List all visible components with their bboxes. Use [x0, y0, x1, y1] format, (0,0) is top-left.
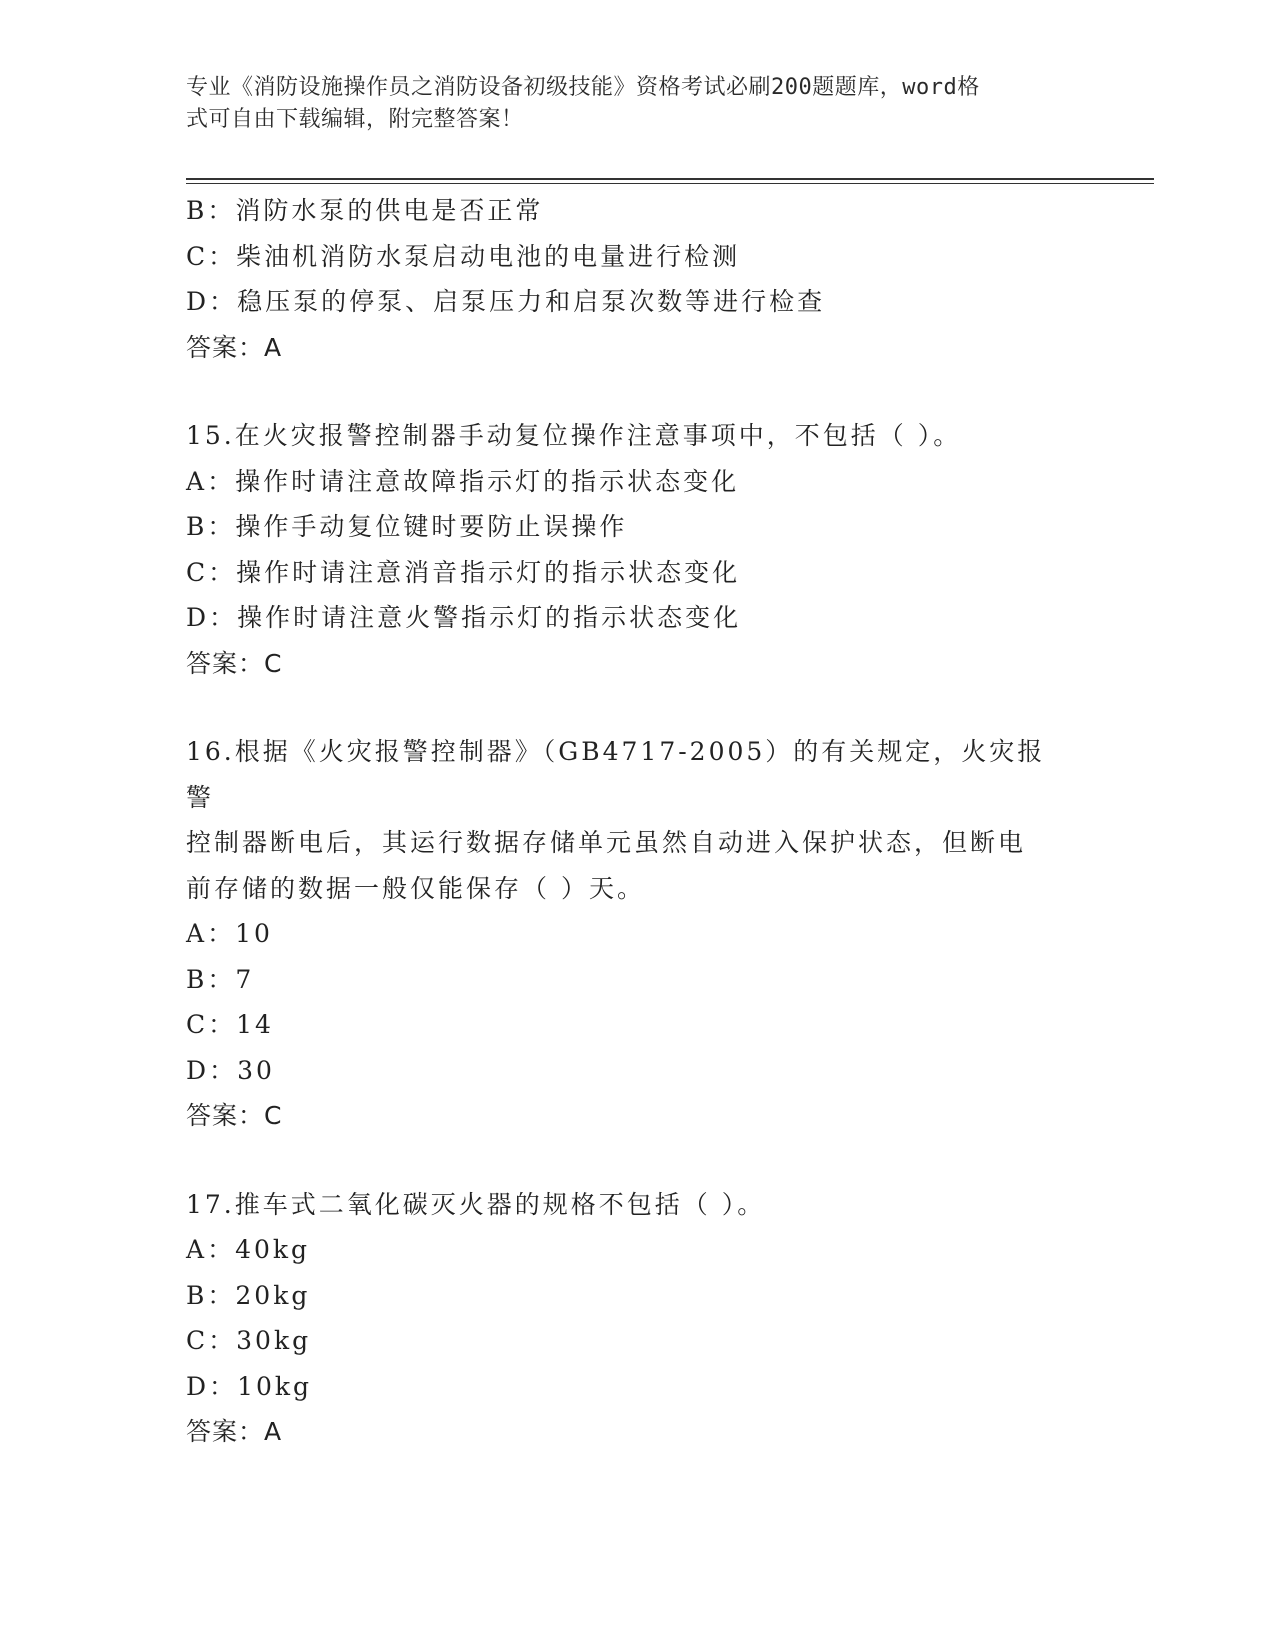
option-key: C: [186, 1010, 209, 1039]
option-text: 14: [236, 1010, 274, 1039]
option-key: C: [186, 1326, 209, 1355]
option-key: D: [186, 1371, 210, 1401]
option-text: 操作时请注意火警指示灯的指示状态变化: [237, 603, 742, 632]
option-key: B: [186, 964, 208, 994]
option-c: C：30kg: [186, 1326, 312, 1355]
question-15: [186, 413, 1086, 686]
header-line-1: 专业《消防设施操作员之消防设备初级技能》资格考试必刷200题题库，word格: [186, 75, 980, 100]
question-stem: [186, 1182, 1066, 1228]
question-16: [186, 729, 1086, 1139]
stem-line: 15.在火灾报警控制器手动复位操作注意事项中，不包括（ ）。: [186, 421, 962, 450]
option-text: 消防水泵的供电是否正常: [235, 196, 544, 225]
option-text: 操作手动复位键时要防止误操作: [235, 512, 628, 541]
option-d: D：操作时请注意火警指示灯的指示状态变化: [186, 603, 742, 632]
option-d: D：稳压泵的停泵、启泵压力和启泵次数等进行检查: [186, 287, 826, 316]
option-text: 40kg: [235, 1235, 311, 1264]
answer: 答案：C: [186, 648, 283, 678]
option-a: A：操作时请注意故障指示灯的指示状态变化: [186, 466, 740, 496]
option-text: 操作时请注意故障指示灯的指示状态变化: [235, 466, 740, 496]
header-line-2: 式可自由下载编辑，附完整答案！: [186, 107, 524, 132]
option-key: B: [186, 1280, 208, 1310]
option-key: C: [186, 557, 209, 587]
option-text: 10: [235, 919, 273, 948]
option-key: B: [186, 196, 208, 225]
option-text: 30: [237, 1055, 275, 1085]
question-continued: [186, 188, 1086, 370]
option-key: D: [186, 1055, 210, 1085]
option-text: 30kg: [236, 1326, 312, 1355]
option-c: C：操作时请注意消音指示灯的指示状态变化: [186, 557, 741, 587]
spacer: [186, 686, 1086, 729]
answer: 答案：A: [186, 1417, 283, 1446]
question-stem: [186, 413, 1066, 459]
option-text: 20kg: [235, 1280, 311, 1310]
stem-line: 控制器断电后，其运行数据存储单元虽然自动进入保护状态，但断电: [186, 828, 1027, 857]
answer: 答案：A: [186, 332, 283, 362]
option-key: B: [186, 512, 208, 541]
header-divider-thin: [186, 183, 1154, 184]
option-a: A：10: [186, 919, 273, 948]
document-header: [186, 72, 1066, 136]
option-text: 操作时请注意消音指示灯的指示状态变化: [236, 557, 741, 587]
option-text: 柴油机消防水泵启动电池的电量进行检测: [236, 241, 741, 271]
option-key: C: [186, 241, 209, 271]
option-text: 稳压泵的停泵、启泵压力和启泵次数等进行检查: [237, 287, 826, 316]
option-key: A: [186, 919, 208, 948]
option-key: A: [186, 1235, 208, 1264]
option-c: C：柴油机消防水泵启动电池的电量进行检测: [186, 241, 741, 271]
option-key: D: [186, 287, 210, 316]
option-b: B：消防水泵的供电是否正常: [186, 196, 544, 225]
question-list: [186, 188, 1086, 1455]
option-d: D：30: [186, 1055, 275, 1085]
option-b: B：7: [186, 964, 255, 994]
option-b: B：20kg: [186, 1280, 311, 1310]
stem-line: 17.推车式二氧化碳灭火器的规格不包括（ ）。: [186, 1189, 766, 1219]
stem-line: 前存储的数据一般仅能保存（ ）天。: [186, 873, 645, 903]
option-a: A：40kg: [186, 1235, 311, 1264]
stem-line: 16.根据《火灾报警控制器》（GB4717-2005）的有关规定，火灾报警: [186, 737, 1046, 812]
option-text: 7: [235, 964, 255, 994]
question-17: [186, 1182, 1086, 1455]
spacer: [186, 1139, 1086, 1182]
header-divider-thick: [186, 178, 1154, 180]
option-d: D：10kg: [186, 1371, 313, 1401]
option-key: A: [186, 466, 208, 496]
question-stem: [186, 729, 1066, 911]
spacer: [186, 370, 1086, 413]
answer: 答案：C: [186, 1101, 283, 1130]
option-text: 10kg: [237, 1371, 313, 1401]
option-b: B：操作手动复位键时要防止误操作: [186, 512, 628, 541]
option-c: C：14: [186, 1010, 274, 1039]
option-key: D: [186, 603, 210, 632]
